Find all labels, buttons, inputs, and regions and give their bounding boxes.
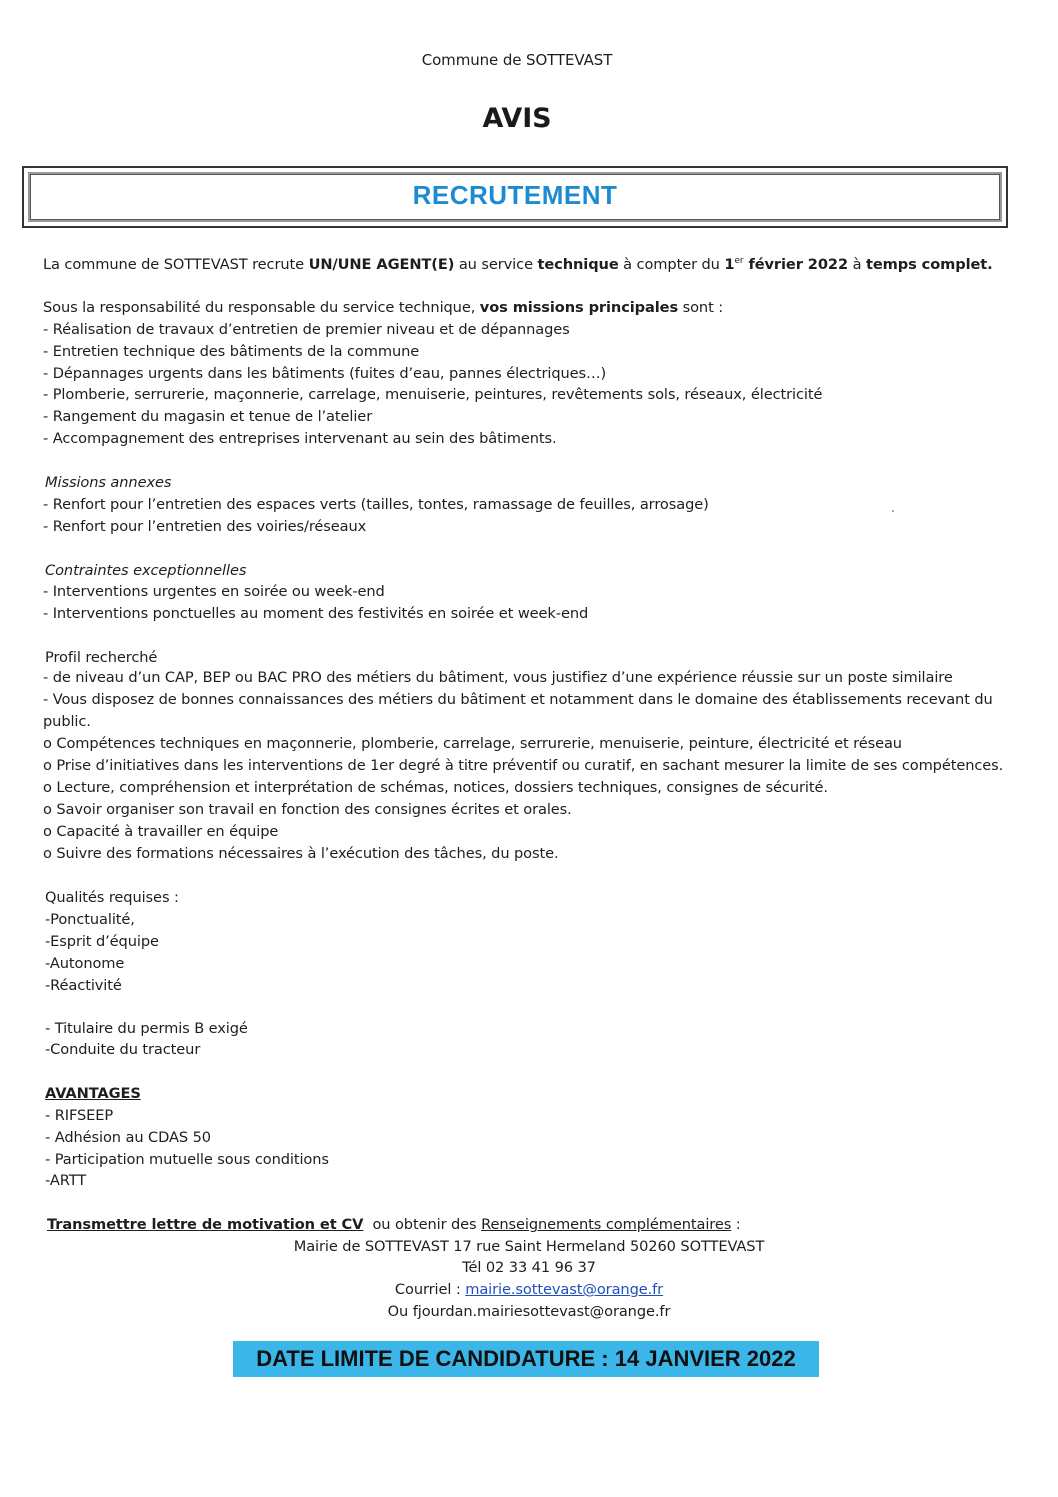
qualites-title xyxy=(45,888,179,908)
contact-email-line xyxy=(0,1280,1058,1300)
contact-middle-text: ou obtenir des xyxy=(363,1216,482,1233)
intro-agent: UN/UNE AGENT(E) xyxy=(308,256,455,273)
contraintes-title-text: Contraintes exceptionnelles xyxy=(45,562,247,579)
missions-lead-a: Sous la responsabilité du responsable du service technique, xyxy=(43,299,480,316)
missions-lead-b: vos missions principales xyxy=(479,299,679,316)
profil-item: - de niveau d’un CAP, BEP ou BAC PRO des métiers du bâtiment, vous justifiez d’une expérience réussie sur un poste similaire xyxy=(43,669,953,686)
deadline-text: DATE LIMITE DE CANDIDATURE : 14 JANVIER 2022 xyxy=(256,1346,796,1371)
intro-date-day: 1 xyxy=(724,256,735,273)
mission-item: - Réalisation de travaux d’entretien de premier niveau et de dépannages xyxy=(43,321,570,338)
recruitment-banner xyxy=(22,166,1008,228)
permis-item: -Conduite du tracteur xyxy=(45,1041,201,1058)
intro-text-2: au service xyxy=(454,256,538,273)
banner-title: RECRUTEMENT xyxy=(412,180,618,210)
mission-item: - Plomberie, serrurerie, maçonnerie, carrelage, menuiserie, peintures, revêtements sols, réseaux, électricité xyxy=(43,386,823,403)
profil-item: o Prise d’initiatives dans les interventions de 1er degré à titre préventif ou curatif, en sachant mesurer la limite de ses compétences. xyxy=(43,757,1004,774)
email-link[interactable]: mairie.sottevast@orange.fr xyxy=(465,1281,664,1298)
contact-address: Mairie de SOTTEVAST 17 rue Saint Hermeland 50260 SOTTEVAST xyxy=(293,1238,765,1255)
profil-item: o Suivre des formations nécessaires à l’exécution des tâches, du poste. xyxy=(43,845,559,862)
intro-text-4: à xyxy=(848,256,866,273)
annexes-item: - Renfort pour l’entretien des voiries/réseaux xyxy=(43,518,367,535)
avantages-item: - Adhésion au CDAS 50 xyxy=(45,1129,211,1146)
qualites-item: -Esprit d’équipe xyxy=(45,933,159,950)
mission-item: - Entretien technique des bâtiments de la commune xyxy=(43,343,420,360)
contact-instructions xyxy=(47,1215,741,1235)
intro-full-time: temps complet. xyxy=(865,256,993,273)
permis-item: - Titulaire du permis B exigé xyxy=(45,1020,248,1037)
annexes-title xyxy=(45,473,171,493)
annexes-item: - Renfort pour l’entretien des espaces verts (tailles, tontes, ramassage de feuilles, arrosage) xyxy=(43,496,709,513)
profil-item: public. xyxy=(43,713,91,730)
intro-date-rest: février 2022 xyxy=(743,256,849,273)
renseignements-text: Renseignements complémentaires xyxy=(481,1216,732,1233)
avantages-item: - Participation mutuelle sous conditions xyxy=(45,1151,329,1168)
avantages-title xyxy=(45,1084,141,1104)
qualites-title-text: Qualités requises xyxy=(45,889,170,906)
scan-speck xyxy=(892,510,894,512)
missions-lead xyxy=(43,298,723,318)
qualites-item: -Réactivité xyxy=(45,977,122,994)
intro-technique: technique xyxy=(537,256,619,273)
intro-date-sup: er xyxy=(734,256,744,266)
qualites-item: -Autonome xyxy=(45,955,125,972)
avantages-title-text: AVANTAGES xyxy=(45,1085,141,1102)
transmit-text: Transmettre lettre de motivation et CV xyxy=(47,1216,364,1233)
avantages-item: -ARTT xyxy=(45,1172,87,1189)
contraintes-title xyxy=(45,561,246,581)
commune-heading: Commune de SOTTEVAST xyxy=(421,51,613,69)
missions-lead-c: sont : xyxy=(678,299,724,316)
profil-title: Profil recherché xyxy=(45,649,158,666)
contraintes-item: - Interventions urgentes en soirée ou week-end xyxy=(43,583,385,600)
profil-item: o Savoir organiser son travail en fonction des consignes écrites et orales. xyxy=(43,801,572,818)
qualites-item: -Ponctualité, xyxy=(45,911,135,928)
profil-item: - Vous disposez de bonnes connaissances des métiers du bâtiment et notamment dans le domaine des établissements recevant du xyxy=(43,691,993,708)
annexes-title-text: Missions annexes xyxy=(45,474,172,491)
intro-text-3: à compter du xyxy=(618,256,725,273)
email-label: Courriel : xyxy=(394,1281,466,1298)
intro-paragraph xyxy=(43,255,993,275)
profil-item: o Lecture, compréhension et interprétation de schémas, notices, dossiers techniques, consignes de sécurité. xyxy=(43,779,828,796)
contact-alt-email: Ou fjourdan.mairiesottevast@orange.fr xyxy=(387,1303,671,1320)
qualites-title-suffix: : xyxy=(169,889,179,906)
contraintes-item: - Interventions ponctuelles au moment des festivités en soirée et week-end xyxy=(43,605,589,622)
profil-item: o Capacité à travailler en équipe xyxy=(43,823,279,840)
profil-item: o Compétences techniques en maçonnerie, plomberie, carrelage, serrurerie, menuiserie, peinture, électricité et réseau xyxy=(43,735,902,752)
contact-phone: Tél 02 33 41 96 37 xyxy=(462,1259,596,1276)
mission-item: - Rangement du magasin et tenue de l’atelier xyxy=(43,408,373,425)
avantages-item: - RIFSEEP xyxy=(45,1107,114,1124)
contact-colon: : xyxy=(731,1216,741,1233)
intro-text-1: La commune de SOTTEVAST recrute xyxy=(43,256,309,273)
mission-item: - Accompagnement des entreprises intervenant au sein des bâtiments. xyxy=(43,430,557,447)
avis-title: AVIS xyxy=(482,103,552,134)
mission-item: - Dépannages urgents dans les bâtiments (fuites d’eau, pannes électriques…) xyxy=(43,365,607,382)
deadline-banner xyxy=(233,1341,819,1377)
